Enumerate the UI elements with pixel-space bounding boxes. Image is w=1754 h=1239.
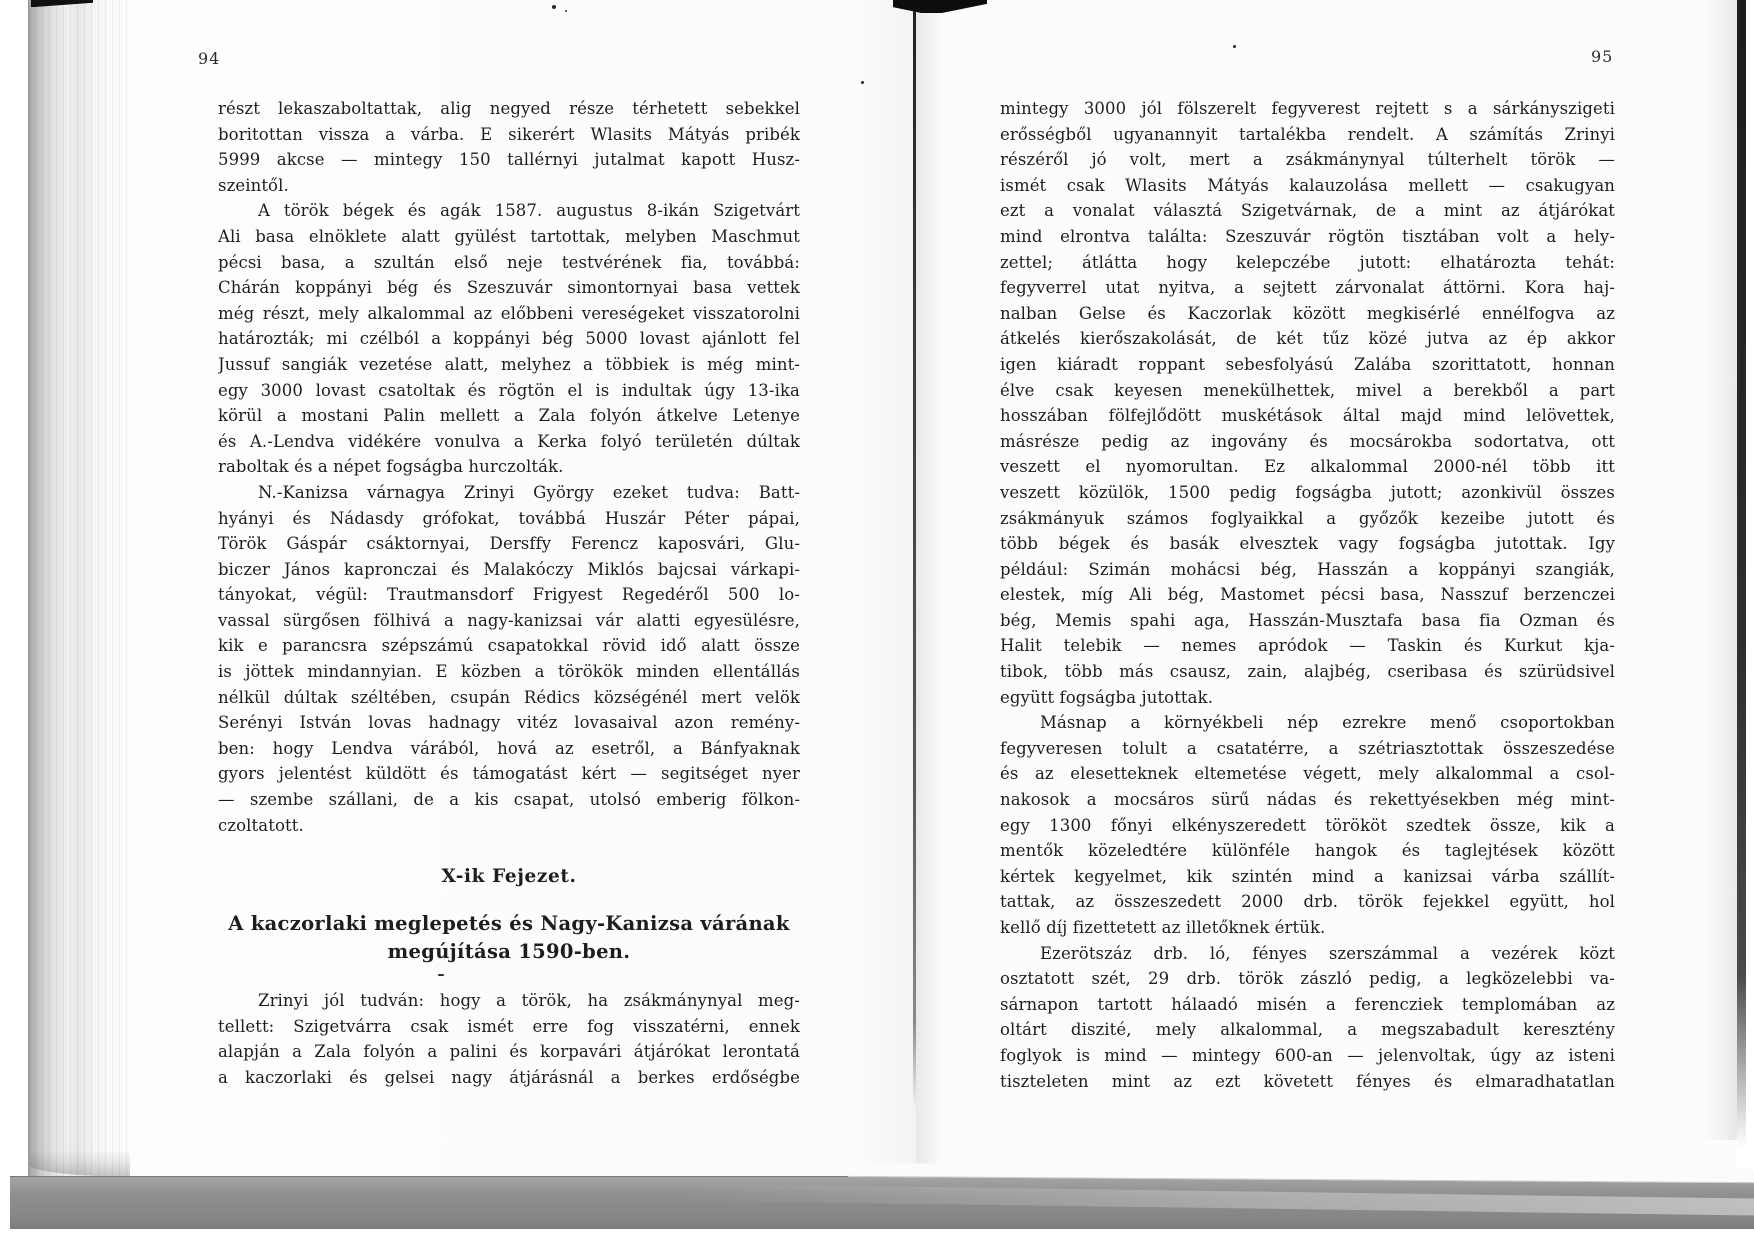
- scan-speck: [1233, 45, 1236, 48]
- left-page-text: [218, 96, 800, 1091]
- text-line: Chárán koppányi bég és Szeszuvár simontornyai basa vettek: [218, 278, 800, 298]
- text-line: ezt a vonalat választá Szigetvárnak, de a mint az átjárókat: [1000, 201, 1615, 221]
- text-line: mintegy 3000 jól fölszerelt fegyverest rejtett s a sárkányszigeti: [1000, 99, 1615, 118]
- text-line: bég, Memis spahi aga, Hasszán-Musztafa basa fia Ozman és: [1000, 610, 1615, 630]
- right-edge-strip: [1737, 0, 1746, 1148]
- text-line: hyányi és Nádasdy grófokat, továbbá Huszár Péter pápai,: [218, 508, 800, 528]
- page-number-left: 94: [198, 49, 221, 68]
- page-edge-stack: [28, 0, 138, 1178]
- text-line: biczer János kapronczai és Malakóczy Miklós bajcsai várkapi-: [218, 559, 800, 579]
- text-line: és az elesetteknek eltemetése végett, mely alkalommal a csol-: [1000, 764, 1615, 784]
- text-line: Török Gáspár csáktornyai, Dersffy Ferencz kaposvári, Glu-: [218, 534, 800, 554]
- text-line: élve csak keyesen menekülhettek, mivel a berekből a part: [1000, 380, 1615, 400]
- text-line: czoltatott.: [218, 815, 304, 835]
- text-line: hosszában fölfejlődött muskétások által majd mind lelövettek,: [1000, 406, 1615, 426]
- text-line: egy 3000 lovast csatoltak és rögtön el is indultak úgy 13-ika: [218, 380, 800, 400]
- text-line: kellő díj fizettetett az illetőknek értük.: [1000, 918, 1326, 937]
- text-line: ismét csak Wlasits Mátyás kalauzolása mellett — csakugyan: [1000, 175, 1615, 195]
- text-line: és A.-Lendva vidékére vonulva a Kerka folyó területén dúltak: [218, 431, 800, 451]
- text-line: tányokat, végül: Trautmansdorf Frigyest Regedéről 500 lo-: [218, 585, 800, 605]
- band-highlight: [673, 1183, 1754, 1215]
- text-line: szeintől.: [218, 175, 289, 195]
- text-line: igen kiáradt roppant sebesfolyású Zalába szorittatott, honnan: [1000, 354, 1615, 374]
- text-line: részéről jó volt, mert a zsákmánynyal túlterhelt török —: [1000, 150, 1615, 170]
- text-line: alapján a Zala folyón a palini és korpavári átjárókat lerontatá: [218, 1042, 800, 1062]
- text-line: nalban Gelse és Kaczorlak között megkisérlé ennélfogva az: [1000, 303, 1615, 323]
- text-line: kik e parancsra szépszámú csapatokkal rövid idő alatt össze: [218, 636, 800, 656]
- text-line: nélkül dúltak széltében, csupán Rédics községénél mert velök: [218, 687, 800, 707]
- text-line: boritottan vissza a várba. E sikerért Wlasits Mátyás pribék: [218, 124, 800, 144]
- text-line: — szembe szállani, de a kis csapat, utolsó emberig fölkon-: [218, 790, 800, 810]
- right-edge-shadow: [1703, 0, 1737, 1140]
- text-line: még részt, mely alkalommal az előbbeni vereségeket visszatorolni: [218, 303, 800, 323]
- text-line: részt lekaszaboltattak, alig negyed része térhetett sebekkel: [218, 99, 800, 118]
- text-line: mind elrontva találta: Szeszuvár rögtön tisztában volt a hely-: [1000, 226, 1615, 246]
- text-line: másrésze pedig az ingovány és mocsárokba sodortatva, ott: [1000, 431, 1615, 451]
- scanner-bed-band: [10, 1176, 1754, 1229]
- text-line: veszett közülök, 1500 pedig fogságba jutott; azonkivül összes: [1000, 482, 1615, 502]
- text-line: körül a mostani Palin mellett a Zala folyón átkelve Letenye: [218, 406, 800, 426]
- chapter-title-line: megújítása 1590-ben.: [387, 940, 631, 964]
- text-line: zsákmányuk számos foglyaikkal a győzők kezeibe jutott és: [1000, 508, 1615, 528]
- text-line: sárnapon tartott hálaadó misén a ferencziek templomában az: [1000, 994, 1615, 1014]
- text-line: ben: hogy Lendva várából, hová az esetről, a Bánfyaknak: [218, 738, 800, 758]
- right-page-text: [1000, 96, 1615, 1094]
- page-number-right: 95: [1591, 47, 1614, 66]
- gutter-line: [913, 11, 916, 1109]
- text-line: együtt fogságba jutottak.: [1000, 687, 1214, 707]
- text-line: nakosok a mocsáros sürű nádas és rekettyésekben még mint-: [1000, 790, 1615, 810]
- text-line: fegyverrel utat nyitva, a sejtett zárvonalat áttörni. Kora haj-: [1000, 278, 1615, 298]
- text-line: Zrinyi jól tudván: hogy a török, ha zsákmánynyal meg-: [258, 991, 800, 1011]
- text-line: gyors jelentést küldött és támogatást kért — segitséget nyer: [218, 764, 800, 784]
- text-line: tellett: Szigetvárra csak ismét erre fog visszatérni, ennek: [218, 1016, 800, 1036]
- gutter-shadow: [916, 0, 944, 1176]
- scan-speck: [552, 5, 556, 9]
- text-line: veszett el nyomorultan. Ez alkalommal 2000-nél több itt: [1000, 457, 1615, 477]
- text-line: több bégek és basák elvesztek vagy fogságba jutottak. Igy: [1000, 534, 1615, 554]
- text-line: osztatott szét, 29 drb. török zászló pedig, a legközelebbi va-: [1000, 969, 1615, 989]
- text-line: mentők közeledtére különféle hangok és taglejtések között: [1000, 841, 1615, 861]
- text-line: fegyveresen tolult a csatatérre, a szétriasztottak összeszedése: [1000, 738, 1615, 758]
- text-line: 5999 akcse — mintegy 150 tallérnyi jutalmat kapott Husz-: [218, 150, 800, 170]
- text-line: N.-Kanizsa várnagya Zrinyi György ezeket tudva: Batt-: [258, 482, 800, 502]
- chapter-title: [218, 910, 800, 966]
- text-line: például: Szimán mohácsi bég, Hasszán a koppányi szangiák,: [1000, 559, 1615, 579]
- text-line: foglyok is mind — mintegy 600-an — jelenvoltak, úgy az isteni: [1000, 1045, 1615, 1065]
- text-line: Jussuf sangiák vezetése alatt, melyhez a többiek is még mint-: [218, 354, 800, 374]
- text-line: is jöttek mindannyian. E közben a törökök minden ellentállás: [218, 662, 800, 682]
- text-line: egy 1300 főnyi elkényszeredett törököt szedtek össze, kik a: [1000, 815, 1615, 835]
- text-line: tiszteleten mint az ezt követett fényes és elmaradhatatlan: [1000, 1071, 1615, 1091]
- text-line: Ezerötszáz drb. ló, fényes szerszámmal a vezérek közt: [1040, 943, 1615, 963]
- scan-speck: [438, 974, 444, 976]
- text-line: Halit telebik — nemes apródok — Taskin és Kurkut kja-: [1000, 636, 1615, 656]
- text-line: erősségből ugyanannyit tartalékba rendelt. A számítás Zrinyi: [1000, 124, 1615, 144]
- chapter-heading: X-ik Fejezet.: [441, 866, 577, 888]
- text-line: tattak, az összeszedett 2000 drb. török fejekkel együtt, hol: [1000, 892, 1615, 912]
- text-line: tibok, több más csausz, zain, alajbég, cseribasa és szürüdsivel: [1000, 662, 1615, 682]
- chapter-title-line: A kaczorlaki meglepetés és Nagy-Kanizsa várának: [228, 912, 790, 936]
- text-line: oltárt diszité, mely alkalommal, a megszabadult keresztény: [1000, 1020, 1615, 1040]
- text-line: Serényi István lovas hadnagy vitéz lovasaival azon remény-: [218, 713, 800, 733]
- scan-speck: [861, 81, 864, 84]
- text-line: Ali basa elnöklete alatt gyülést tartottak, melyben Maschmut: [218, 226, 800, 246]
- text-line: a kaczorlaki és gelsei nagy átjárásnál a berkes erdőségbe: [218, 1068, 800, 1087]
- text-line: zettel; átlátta hogy kelepczébe jutott: elhatározta tehát:: [1000, 252, 1615, 272]
- text-line: vassal sürgősen fölhivá a nagy-kanizsai vár alatti egyesülésre,: [218, 610, 800, 630]
- text-line: Másnap a környékbeli nép ezrekre menő csoportokban: [1040, 713, 1615, 733]
- text-line: átkelés kierőszakolását, de két tűz közé jutva az ép akkor: [1000, 329, 1615, 349]
- text-line: A török bégek és agák 1587. augustus 8-ikán Szigetvárt: [258, 201, 800, 221]
- text-line: határozták; mi czélból a koppányi bég 5000 lovast ajánlott fel: [218, 329, 800, 349]
- scan-speck: [565, 10, 567, 12]
- text-line: kértek kegyelmet, kik szintén mind a kanizsai várba szállít-: [1000, 866, 1615, 886]
- text-line: raboltak és a népet fogságba hurczolták.: [218, 457, 564, 477]
- text-line: pécsi basa, a szultán első neje testvérének fia, továbbá:: [218, 252, 800, 272]
- text-line: elestek, míg Ali bég, Mastomet pécsi basa, Nasszuf berzenczei: [1000, 585, 1615, 605]
